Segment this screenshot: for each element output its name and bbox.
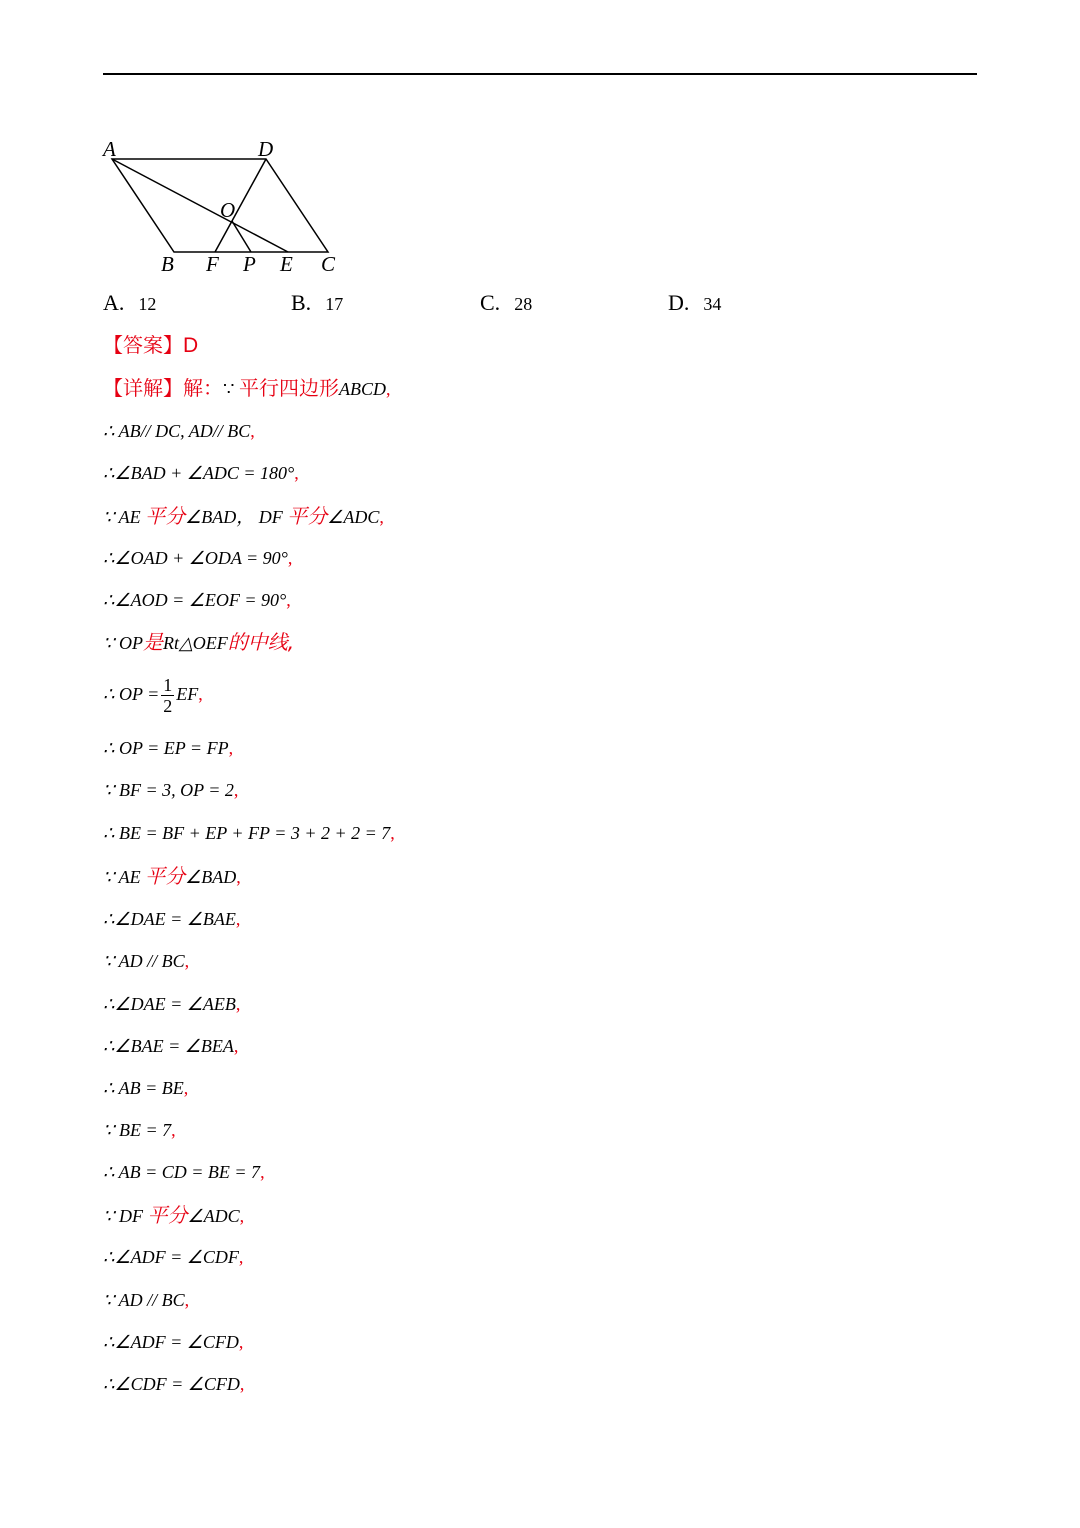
option-letter: D. xyxy=(668,290,690,315)
detail-intro: 解： xyxy=(183,376,223,400)
comma: , xyxy=(390,823,395,843)
label-o: O xyxy=(220,198,236,222)
step-text: ∴∠BAE = ∠BEA xyxy=(103,1036,234,1056)
step-19 xyxy=(103,1202,244,1229)
step-20 xyxy=(103,1244,243,1270)
comma: , xyxy=(286,590,291,610)
step-1 xyxy=(103,418,255,444)
comma: , xyxy=(260,1162,265,1182)
step-cn-text: 平分 xyxy=(147,1203,188,1227)
answer-line xyxy=(103,332,198,359)
option-a[interactable] xyxy=(103,290,156,316)
comma: , xyxy=(233,1036,239,1056)
step-text: ∴∠AOD = ∠EOF = 90° xyxy=(103,590,287,610)
step-text: EF xyxy=(176,684,199,704)
comma: , xyxy=(233,780,239,800)
step-22 xyxy=(103,1329,243,1355)
comma: , xyxy=(250,421,255,441)
step-text: ∴ AB = CD = BE = 7 xyxy=(103,1162,261,1182)
step-7 xyxy=(103,670,203,718)
comma: , xyxy=(235,994,241,1014)
header-rule xyxy=(103,73,977,75)
label-a: A xyxy=(103,137,116,161)
step-text: Rt△OEF xyxy=(162,633,228,653)
step-text: ∵ AD // BC xyxy=(103,1290,185,1310)
comma: , xyxy=(236,867,241,887)
label-d: D xyxy=(258,137,274,161)
step-text: ∴∠BAD + ∠ADC = 180° xyxy=(103,463,295,483)
comma: , xyxy=(235,909,241,929)
detail-line xyxy=(103,375,390,402)
step-cn-text: 的中线, xyxy=(227,630,295,654)
step-18 xyxy=(103,1159,265,1185)
step-15 xyxy=(103,1033,238,1059)
step-text: ∴ OP = xyxy=(103,684,160,704)
step-text: ∴∠ADF = ∠CDF xyxy=(103,1247,239,1267)
step-17 xyxy=(103,1117,176,1143)
step-text: ∴ OP = EP = FP xyxy=(103,738,229,758)
label-b: B xyxy=(161,252,174,276)
step-text: ∵ AE xyxy=(103,507,141,527)
step-16 xyxy=(103,1075,188,1101)
comma: , xyxy=(239,1374,245,1394)
comma: , xyxy=(238,1247,244,1267)
detail-text: 平行四边形 xyxy=(238,376,339,400)
step-text: ∵ BE = 7 xyxy=(103,1120,172,1140)
step-text: ∵ AD // BC xyxy=(103,951,185,971)
step-9 xyxy=(103,777,238,803)
step-text: ∵ BF = 3, OP = 2 xyxy=(103,780,234,800)
step-11 xyxy=(103,863,241,890)
comma: , xyxy=(385,379,391,399)
fraction xyxy=(161,675,174,716)
comma: , xyxy=(184,1290,190,1310)
step-text: ∵ DF xyxy=(103,1206,143,1226)
step-4 xyxy=(103,545,292,571)
step-text: ∴∠DAE = ∠AEB xyxy=(103,994,236,1014)
label-p: P xyxy=(243,252,256,276)
fraction-denominator: 2 xyxy=(163,696,173,717)
step-text: ∠BAD xyxy=(185,867,237,887)
option-value: 17 xyxy=(325,294,344,314)
step-text: ∠ADC xyxy=(327,507,380,527)
step-text: ∴ AB = BE xyxy=(103,1078,184,1098)
parallelogram-figure xyxy=(100,135,350,280)
option-letter: B. xyxy=(291,290,312,315)
step-text: DF xyxy=(258,507,283,527)
step-14 xyxy=(103,991,240,1017)
comma: , xyxy=(228,738,234,758)
comma: , xyxy=(379,507,384,527)
comma: , xyxy=(184,951,190,971)
step-cn-text: 平分 xyxy=(145,864,186,888)
step-cn-text: 平分 xyxy=(145,504,186,528)
step-text: ∴ AB// DC, AD// BC xyxy=(103,421,251,441)
answer-label: 【答案】 xyxy=(103,333,183,357)
step-21 xyxy=(103,1287,189,1313)
detail-label: 【详解】 xyxy=(103,376,183,400)
comma: , xyxy=(239,1206,245,1226)
step-text: ∴∠OAD + ∠ODA = 90° xyxy=(103,548,288,568)
step-8 xyxy=(103,735,233,761)
step-text: ∠BAD， xyxy=(185,507,255,527)
option-value: 12 xyxy=(138,294,157,314)
option-value: 34 xyxy=(703,294,722,314)
step-text: ∴∠DAE = ∠BAE xyxy=(103,909,236,929)
label-c: C xyxy=(321,252,336,276)
step-text: ∵ OP xyxy=(103,633,143,653)
answer-options xyxy=(103,290,1003,320)
comma: , xyxy=(238,1332,244,1352)
step-10 xyxy=(103,820,395,846)
because-symbol: ∵ xyxy=(223,379,235,399)
step-text: ∴ BE = BF + EP + FP = 3 + 2 + 2 = 7 xyxy=(103,823,391,843)
segment-ae xyxy=(112,159,288,252)
comma: , xyxy=(183,1078,189,1098)
label-f: F xyxy=(206,252,219,276)
comma: , xyxy=(294,463,299,483)
step-23 xyxy=(103,1371,244,1397)
step-3 xyxy=(103,503,384,530)
label-e: E xyxy=(280,252,293,276)
comma: , xyxy=(171,1120,176,1140)
segment-op xyxy=(232,221,251,252)
step-text: ∠ADC xyxy=(187,1206,240,1226)
step-13 xyxy=(103,948,189,974)
option-value: 28 xyxy=(514,294,533,314)
step-6 xyxy=(103,629,294,656)
answer-value: D xyxy=(183,334,199,357)
option-c[interactable] xyxy=(480,290,532,316)
step-text: ∵ AE xyxy=(103,867,141,887)
option-d[interactable] xyxy=(668,290,721,316)
step-text: ∴∠ADF = ∠CFD xyxy=(103,1332,239,1352)
step-2 xyxy=(103,460,299,486)
comma: , xyxy=(198,684,203,704)
option-b[interactable] xyxy=(291,290,343,316)
fraction-numerator: 1 xyxy=(163,675,173,696)
comma: , xyxy=(287,548,293,568)
step-12 xyxy=(103,906,240,932)
step-cn-text: 是 xyxy=(142,630,163,654)
step-cn-text: 平分 xyxy=(287,504,328,528)
option-letter: C. xyxy=(480,290,501,315)
step-text: ∴∠CDF = ∠CFD xyxy=(103,1374,240,1394)
step-5 xyxy=(103,587,291,613)
option-letter: A. xyxy=(103,290,125,315)
detail-math: ABCD xyxy=(338,379,386,399)
